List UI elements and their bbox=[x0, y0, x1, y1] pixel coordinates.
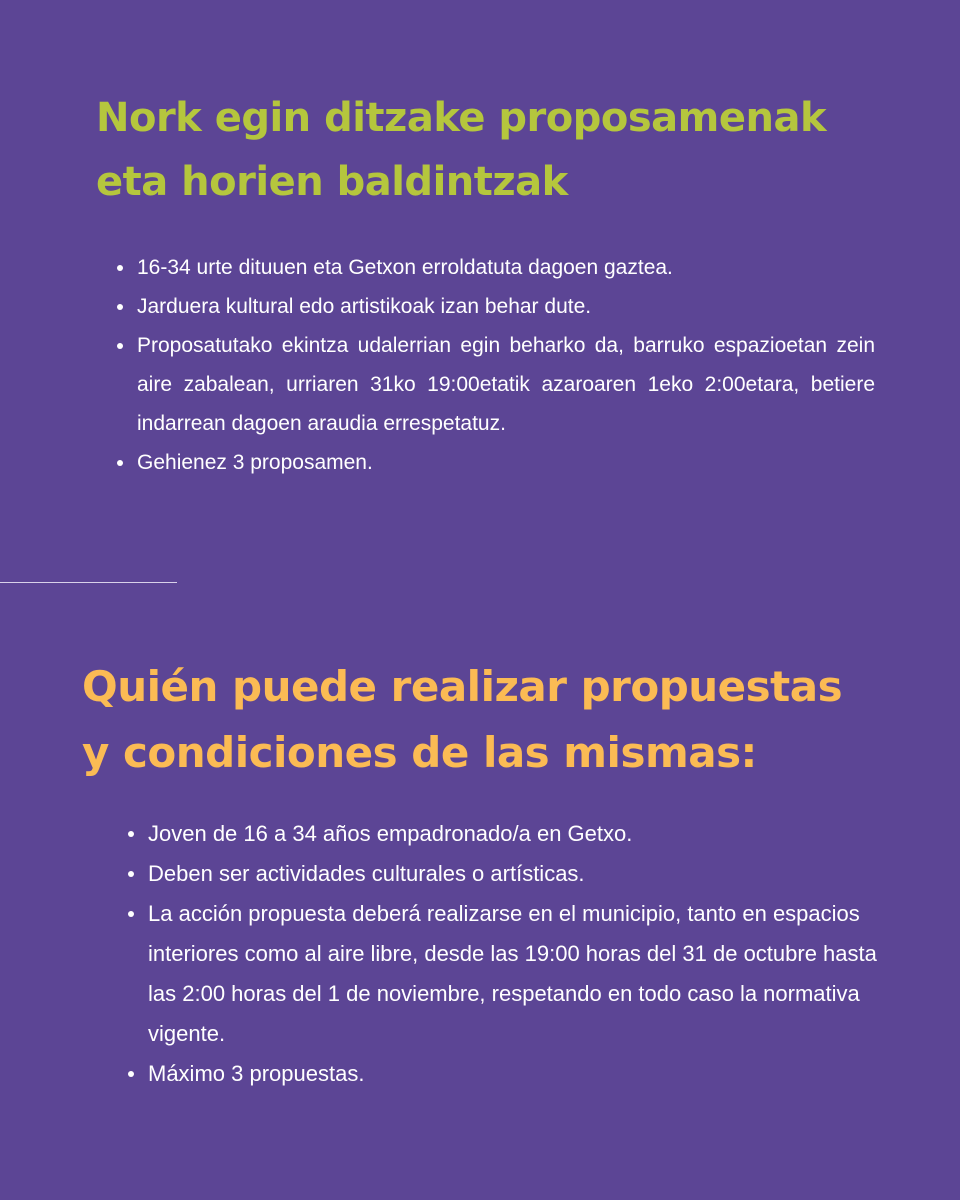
spanish-heading bbox=[82, 654, 842, 786]
basque-conditions-list bbox=[115, 248, 875, 482]
basque-condition-activity-type: Jarduera kultural edo artistikoak izan behar dute. bbox=[115, 287, 875, 326]
spanish-condition-location-time: La acción propuesta deberá realizarse en el municipio, tanto en espacios interiores como al aire libre, desde las 19:00 horas del 31 de octubre hasta las 2:00 horas del 1 de noviembre, respetando en todo caso la normativa vigente. bbox=[126, 894, 896, 1054]
spanish-condition-activity-type: Deben ser actividades culturales o artísticas. bbox=[126, 854, 896, 894]
spanish-condition-age: Joven de 16 a 34 años empadronado/a en Getxo. bbox=[126, 814, 896, 854]
basque-condition-age: 16-34 urte dituuen eta Getxon erroldatuta dagoen gaztea. bbox=[115, 248, 875, 287]
spanish-heading-line-1: Quién puede realizar propuestas bbox=[82, 662, 843, 711]
basque-heading bbox=[96, 86, 826, 214]
basque-heading-line-1: Nork egin ditzake proposamenak bbox=[96, 95, 827, 141]
basque-condition-location-time: Proposatutako ekintza udalerrian egin beharko da, barruko espazioetan zein aire zabalean, urriaren 31ko 19:00etatik azaroaren 1eko 2:00etara, betiere indarrean dagoen araudia errespetatuz. bbox=[115, 326, 875, 443]
spanish-heading-line-2: y condiciones de las mismas: bbox=[82, 728, 757, 777]
section-divider bbox=[0, 582, 177, 583]
basque-heading-line-2: eta horien baldintzak bbox=[96, 159, 568, 205]
spanish-conditions-list bbox=[126, 814, 896, 1094]
basque-condition-max-proposals: Gehienez 3 proposamen. bbox=[115, 443, 875, 482]
spanish-condition-max-proposals: Máximo 3 propuestas. bbox=[126, 1054, 896, 1094]
